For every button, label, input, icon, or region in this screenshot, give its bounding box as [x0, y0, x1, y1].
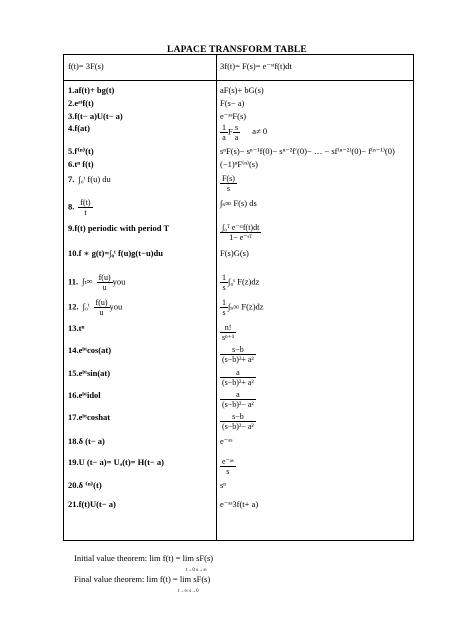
row-transform [220, 436, 232, 446]
function-label: 1.af(t)+ bg(t) [68, 85, 115, 95]
function-label: 9.f(t) periodic with period T [68, 223, 170, 233]
function-label: 10.f ∗ g(t)=∫₀ᵗ f(u)g(t−u)du [68, 248, 163, 258]
row-transform [220, 457, 236, 476]
row-function [68, 436, 105, 446]
row-function [68, 273, 125, 292]
fraction-numerator: 1 [222, 298, 226, 307]
function-label: 21.f(t)U(t− a) [68, 499, 116, 509]
fraction-denominator: (s−b)²− a² [222, 422, 254, 431]
row-transform [220, 123, 267, 142]
theorem-text: Final value theorem: lim f(t) = lim sF(s) [74, 574, 211, 584]
row-transform [220, 111, 246, 121]
transform-fraction [220, 273, 228, 292]
row-function [68, 98, 94, 108]
transform-fraction [220, 390, 256, 409]
fraction-numerator: e⁻ᵃˢ [222, 457, 234, 466]
row-transform [220, 412, 256, 431]
row-function [68, 198, 93, 217]
row-transform [220, 298, 264, 317]
transform-expression: e⁻ᵃˢF(s) [220, 111, 247, 121]
header-left: f(t)= 3F(s) [68, 61, 104, 71]
function-tail: you [112, 276, 126, 287]
fraction-numerator: F(s) [222, 174, 235, 183]
row-transform [220, 390, 256, 409]
transform-fraction [220, 123, 228, 142]
transform-fraction [220, 368, 256, 387]
transform-tail: ∫ₛ∞ F(z)dz [228, 301, 264, 312]
row-transform [220, 223, 261, 242]
function-label: 14.eᵇᵗcos(at) [68, 345, 112, 355]
fraction-denominator: a [234, 133, 239, 142]
function-label: 8. [68, 201, 75, 212]
fraction-denominator: (s−b)²+ a² [222, 378, 254, 387]
transform-expression: F(s− a) [220, 98, 245, 108]
transform-argument [233, 123, 241, 142]
document-title: LAPACE TRANSFORM TABLE [167, 45, 307, 55]
row-function [68, 298, 122, 317]
fraction-denominator: s [222, 283, 226, 292]
row-function [68, 248, 163, 258]
fraction-denominator: (s−b)²+ a² [222, 355, 254, 364]
function-label: 2.eᵃᵗf(t) [68, 98, 94, 108]
transform-expression: ∫ₛ∞ F(s) ds [220, 198, 257, 208]
row-function [68, 480, 102, 490]
fraction-denominator: 1− e⁻ˢᵀ [229, 233, 253, 242]
function-label: 5.f⁽ⁿ⁾(t) [68, 146, 94, 156]
laplace-table [63, 54, 414, 541]
row-function [68, 85, 114, 95]
fraction-numerator: a [220, 368, 256, 378]
fraction-denominator: s [222, 308, 226, 317]
row-transform [220, 198, 257, 208]
initial-value-theorem [74, 553, 213, 573]
function-label: 16.eᵇᵗidol [68, 390, 101, 400]
transform-expression: sⁿ [220, 480, 226, 490]
function-label: 7. [68, 174, 75, 184]
fraction-numerator: ∫₀ᵀ e⁻ˢᵗf(t)dt [222, 223, 260, 232]
fraction-numerator: f(u) [98, 273, 111, 282]
row-function [68, 123, 90, 133]
theorem-sub: t→0 s→∞ [186, 568, 207, 573]
fraction-denominator: (s−b)²− a² [222, 400, 254, 409]
function-tail: you [109, 301, 123, 312]
row-transform [220, 85, 264, 95]
transform-expression: sⁿF(s)− sⁿ⁻¹f(0)− sⁿ⁻²f′(0)− … − sf⁽ⁿ⁻²⁾(0)− f⁽ⁿ⁻¹⁾(0) [220, 146, 395, 156]
row-function [68, 457, 164, 467]
theorem-text: Initial value theorem: lim f(t) = lim sF(s) [74, 553, 214, 563]
row-transform [220, 273, 259, 292]
transform-fraction [220, 223, 261, 242]
fraction-denominator: sⁿ⁺¹ [222, 333, 235, 342]
fraction-denominator: a [222, 133, 226, 142]
transform-fraction [220, 345, 256, 364]
function-label: 11. [68, 276, 79, 287]
fraction-numerator: f(t) [80, 198, 91, 207]
function-label: 20.δ ⁽ⁿ⁾(t) [68, 480, 102, 490]
header-right: 3f(t)= F(s)= e⁻ˢᵗf(t)dt [220, 61, 292, 71]
row-function [68, 345, 111, 355]
fraction-numerator: 1 [222, 123, 226, 132]
transform-expression: (−1)ⁿF⁽ⁿ⁾(s) [220, 159, 258, 169]
row-transform [220, 345, 256, 364]
fraction-numerator: f(u) [95, 298, 108, 307]
transform-condition: a≠ 0 [252, 126, 268, 137]
function-label: 19.U (t− a)= Uₐ(t)= H(t− a) [68, 457, 164, 467]
row-transform [220, 480, 226, 490]
row-function [68, 146, 94, 156]
theorem-sub: t→∞ s→0 [178, 589, 199, 594]
function-label: 4.f(at) [68, 123, 90, 133]
row-transform [220, 174, 237, 193]
fraction-denominator: u [99, 308, 104, 317]
transform-expression: e⁻ᵃˢ3f(t+ a) [220, 499, 259, 509]
function-label: 13.tⁿ [68, 323, 85, 333]
row-function [68, 159, 94, 169]
function-label: 18.δ (t− a) [68, 436, 105, 446]
transform-expression: e⁻ᵃˢ [220, 436, 233, 446]
function-fraction [78, 198, 92, 217]
fraction-numerator: n! [220, 323, 236, 333]
fraction-numerator: s [233, 123, 241, 133]
row-transform [220, 159, 258, 169]
fraction-denominator: t [84, 208, 87, 217]
row-transform [220, 323, 236, 342]
transform-fraction [220, 412, 256, 431]
fraction-denominator: u [102, 283, 107, 292]
function-label: 3.f(t− a)U(t− a) [68, 111, 123, 121]
row-function [68, 323, 84, 333]
integral-expression: ∫₀ᵗ [82, 301, 90, 312]
fraction-numerator: s−b [220, 345, 256, 355]
fraction-numerator: 1 [222, 273, 226, 282]
transform-fraction [220, 174, 237, 193]
function-label: 17.eᵇᵗcoshat [68, 412, 111, 422]
row-function [68, 390, 101, 400]
fraction-numerator: a [220, 390, 256, 400]
row-function [68, 111, 123, 121]
row-function [68, 368, 110, 378]
integral-expression: ∫ₜ∞ [82, 276, 93, 287]
transform-expression: aF(s)+ bG(s) [220, 85, 264, 95]
transform-tail: ∫₀ˢ F(z)dz [228, 276, 260, 287]
function-label: 15.eᵇᵗsin(at) [68, 368, 111, 378]
transform-fraction [220, 298, 228, 317]
transform-symbol: F [228, 126, 233, 137]
row-transform [220, 98, 244, 108]
final-value-theorem [74, 574, 210, 594]
transform-expression: F(s)G(s) [220, 248, 249, 258]
column-divider [216, 55, 217, 540]
header-divider [64, 80, 413, 81]
row-function [68, 412, 110, 422]
row-function [68, 223, 169, 233]
integral-expression: ∫₀ᵗ f(u) du [78, 174, 111, 184]
row-function [68, 499, 116, 509]
fraction-denominator: s [226, 467, 230, 476]
transform-fraction [220, 457, 236, 476]
row-transform [220, 146, 395, 156]
function-fraction [97, 273, 113, 292]
row-transform [220, 368, 256, 387]
fraction-numerator: s−b [220, 412, 256, 422]
row-function [68, 174, 111, 184]
function-label: 12. [68, 301, 79, 312]
function-fraction [94, 298, 110, 317]
row-transform [220, 499, 258, 509]
transform-fraction [220, 323, 236, 342]
function-label: 6.tⁿ f(t) [68, 159, 94, 169]
fraction-denominator: s [226, 184, 230, 193]
row-transform [220, 248, 249, 258]
